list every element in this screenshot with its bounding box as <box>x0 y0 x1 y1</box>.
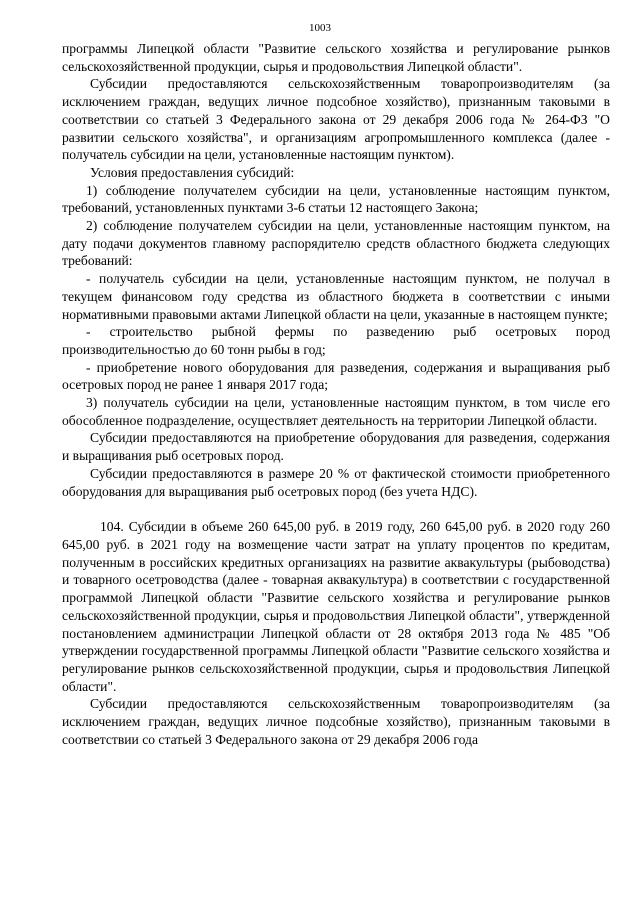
paragraph-subsidy-purpose: Субсидии предоставляются на приобретение оборудования для разведения, содержания и выращивания рыб осетровых пород. <box>62 430 610 464</box>
paragraph-conditions-heading: Условия предоставления субсидий: <box>90 164 295 180</box>
requirement-no-other-funds: - получатель субсидии на цели, установленные настоящим пунктом, не получал в текущем финансовом году средства из областного бюджета в соответствии с иными нормативными правовыми актами Липецкой области на цели, указанные в настоящем пункте; <box>62 271 610 322</box>
condition-2: 2) соблюдение получателем субсидии на цели, установленные настоящим пунктом, на дату подачи документов главному распорядителю средств областного бюджета следующих требований: <box>62 218 610 269</box>
section-gap <box>62 500 610 518</box>
paragraph-recipients: Субсидии предоставляются сельскохозяйственным товаропроизводителям (за исключением граждан, ведущих личное подсобное хозяйство), признанным таковыми в соответствии со статьей 3 Федерального закона от 29 декабря 2006 года № 264-ФЗ "О развитии сельского хозяйства", и организациям агропромышленного комплекса (далее - получатель субсидии на цели, установленные настоящим пунктом). <box>62 76 610 163</box>
paragraph-continuation: программы Липецкой области "Развитие сельского хозяйства и регулирование рынков сельскохозяйственной продукции, сырья и продовольствия Липецкой области". <box>62 41 610 74</box>
paragraph-item-104: 104. Субсидии в объеме 260 645,00 руб. в 2019 году, 260 645,00 руб. в 2020 году 260 645,00 руб. в 2021 году на возмещение части затрат на уплату процентов по кредитам, полученным в российских кредитных организациях на развитие аквакультуры (рыбоводства) и товарного осетроводства (далее - товарная аквакультура) в соответствии с государственной программой Липецкой области "Развитие сельского хозяйства и регулирование рынков сельскохозяйственной продукции, сырья и продовольствия Липецкой области", утвержденной постановлением администрации Липецкой области от 28 октября 2013 года № 485 "Об утверждении государственной программы Липецкой области "Развитие сельского хозяйства и регулирование рынков сельскохозяйственной продукции, сырья и продовольствия Липецкой области". <box>62 519 610 694</box>
condition-3: 3) получатель субсидии на цели, установленные настоящим пунктом, в том числе его обособленное подразделение, осуществляет деятельность на территории Липецкой области. <box>62 395 610 428</box>
requirement-fish-farm: - строительство рыбной фермы по разведению рыб осетровых пород производительностью до 60 тонн рыбы в год; <box>62 324 610 357</box>
condition-1: 1) соблюдение получателем субсидии на цели, установленные настоящим пунктом, требований, установленных пунктами 3-6 статьи 12 настоящего Закона; <box>62 182 610 216</box>
paragraph-recipients-104: Субсидии предоставляются сельскохозяйственным товаропроизводителям (за исключением граждан, ведущих личное подсобные хозяйство), признанным таковыми в соответствии со статьей 3 Федерального закона от 29 декабря 2006 года <box>62 696 610 747</box>
document-body <box>62 40 610 748</box>
requirement-equipment: - приобретение нового оборудования для разведения, содержания и выращивания рыб осетровых пород не ранее 1 января 2017 года; <box>62 359 610 393</box>
paragraph-subsidy-amount: Субсидии предоставляются в размере 20 % от фактической стоимости приобретенного оборудования для выращивания рыб осетровых пород (без учета НДС). <box>62 465 610 499</box>
page-number: 1003 <box>309 22 331 34</box>
